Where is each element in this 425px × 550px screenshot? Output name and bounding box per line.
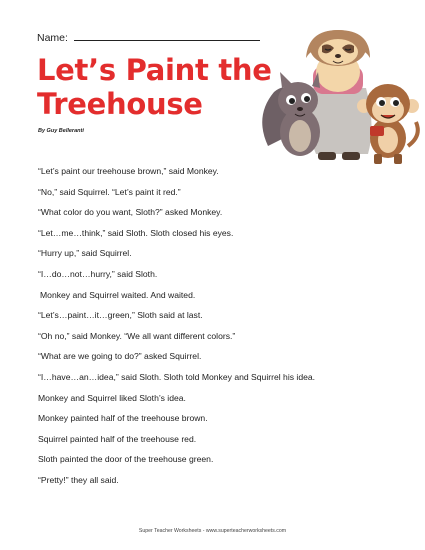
title-line-1: Let’s Paint the (37, 53, 272, 87)
title-line-2: Treehouse (37, 87, 203, 121)
story-line: “I…do…not…hurry,” said Sloth. (38, 268, 158, 279)
story-line: “What color do you want, Sloth?” asked Monkey. (38, 207, 223, 218)
story-line: “Pretty!” they all said. (38, 474, 119, 485)
squirrel-illustration (262, 72, 320, 156)
story-line: Monkey and Squirrel liked Sloth’s idea. (38, 392, 186, 403)
story-line: Monkey painted half of the treehouse brown. (38, 413, 208, 424)
author-byline: By Guy Belleranti (38, 128, 84, 134)
story-line: “Hurry up,” said Squirrel. (38, 248, 132, 259)
animal-characters-illustration (258, 26, 422, 166)
story-line: Monkey and Squirrel waited. And waited. (40, 289, 196, 300)
worksheet-title (37, 53, 272, 121)
story-line: “Let’s…paint…it…green,” Sloth said at last. (38, 310, 203, 321)
story-line: “No,” said Squirrel. “Let’s paint it red.” (38, 186, 181, 197)
story-line: “Let’s paint our treehouse brown,” said Monkey. (38, 166, 219, 176)
name-blank-line[interactable] (74, 30, 260, 41)
story-line: “Oh no,” said Monkey. “We all want different colors.” (38, 330, 236, 341)
story-line: “I…have…an…idea,” said Sloth. Sloth told Monkey and Squirrel his idea. (38, 371, 316, 382)
story-text (38, 161, 398, 491)
story-line: Squirrel painted half of the treehouse red. (38, 433, 197, 444)
story-line: Sloth painted the door of the treehouse green. (38, 454, 214, 465)
name-label: Name: (37, 32, 68, 44)
name-field-row (37, 30, 260, 44)
story-line: “Let…me…think,” said Sloth. Sloth closed his eyes. (38, 227, 234, 238)
footer-credit: Super Teacher Worksheets - www.superteacherworksheets.com (138, 528, 287, 534)
story-line: “What are we going to do?” asked Squirrel. (38, 351, 202, 362)
